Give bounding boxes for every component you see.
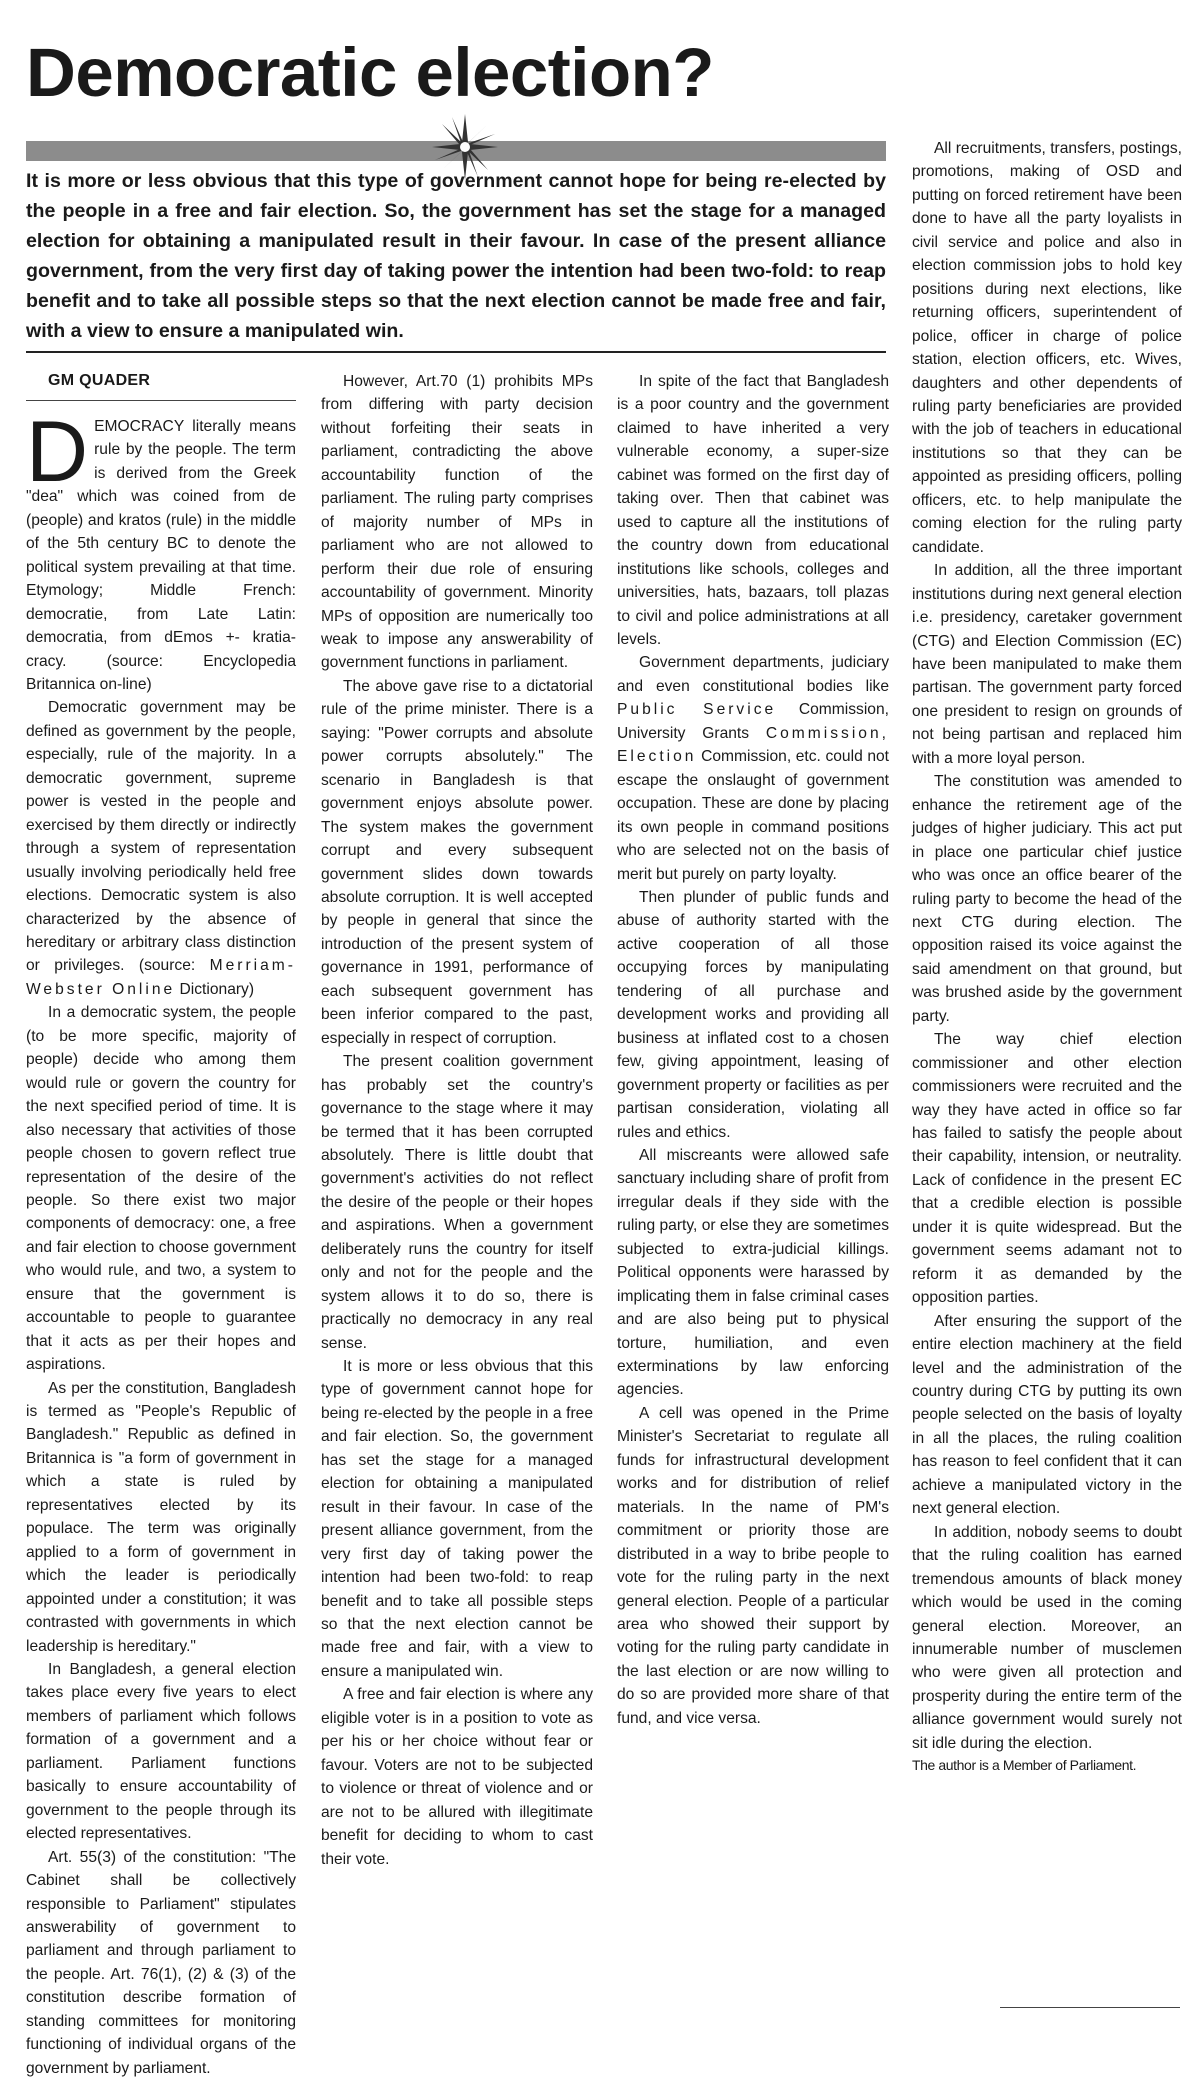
paragraph-text: EMOCRACY literally means rule by the people. The term is derived from the Greek "dea" which was coined from de (people) and kratos (rule) in the middle of the 5th century BC to denote the political system prevailing at that time. Etymology; Middle French: democratie, from Late Latin: democratia, from dEmos +- kratia-cracy. (source: Encyclopedia Britannica on-line) <box>26 418 296 693</box>
paragraph: The way chief election commissioner and other election commissioners were recruited and the way they have acted in office so far has failed to satisfy the people about their capability, intension, or neutrality. Lack of confidence in the present EC that a credible election is possible under it is quite widespread. But the government seems adamant not to reform it as demanded by the opposition parties. <box>912 1031 1182 1307</box>
bottom-rule <box>1000 2007 1180 2008</box>
byline-rule <box>26 400 296 401</box>
paragraph: Then plunder of public funds and abuse of authority started with the active cooperation of all those occupying forces by manipulating tendering of all purchase and development works and providing all business at inflated cost to a chosen few, giving appointment, leasing of government property or facilities as per partisan consideration, violating all rules and ethics. <box>617 888 889 1141</box>
column-4 <box>912 137 1182 1775</box>
paragraph: The present coalition government has probably set the country's governance to the stage where it may be termed that it has been corrupted absolutely. There is little doubt that government's activities do not reflect the desire of the people or their hopes and aspirations. When a government deliberately runs the country for itself only and not for the people and the system allows it to do so, there is practically no democracy in any real sense. <box>321 1053 593 1352</box>
paragraph-text: Commission, etc. could not escape the onslaught of government occupation. These are done by placing its own people in command positions who are selected not on the basis of merit but purely on party loyalty. <box>617 748 889 883</box>
paragraph: After ensuring the support of the entire election machinery at the field level and the administration of the country during CTG by putting its own people selected on the basis of loyalty in all the places, the ruling coalition has reason to feel confident that it can achieve a manipulated victory in the next general election. <box>912 1312 1182 1518</box>
paragraph <box>617 651 889 886</box>
drop-cap: D <box>26 404 89 500</box>
intro-deck: It is more or less obvious that this type of government cannot hope for being re-elected by the people in a free and fair election. So, the government has set the stage for a managed election for obtaining a manipulated result in their favour. In case of the present alliance government, from the very first day of taking power the intention had been two-fold: to reap benefit and to take all possible steps so that the next election cannot be made free and fair, with a view to ensure a manipulated win. <box>26 170 886 342</box>
column-1 <box>26 370 296 2080</box>
paragraph: Art. 55(3) of the constitution: "The Cabinet shall be collectively responsible to Parliament" stipulates answerability of government to parliament and through parliament to the people. Art. 76(1), (2) & (3) of the constitution describe formation of standing committees for monitoring functioning of individual organs of the government by parliament. <box>26 1848 296 2077</box>
paragraph: However, Art.70 (1) prohibits MPs from differing with party decision without forfeiting their seats in parliament, contradicting the above accountability function of the parliament. The ruling party comprises of majority number of MPs in parliament who are not allowed to perform their due role of ensuring accountability of government. Minority MPs of opposition are numerically too weak to impose any answerability of government functions in parliament. <box>321 373 593 672</box>
paragraph-text: Commission, University Grants <box>617 701 889 742</box>
body-name: Commission, Election <box>617 724 889 766</box>
paragraph <box>26 404 296 696</box>
headline: Democratic election? <box>26 34 714 111</box>
paragraph-text: Democratic government may be defined as government by the people, especially, rule of the majority. In a democratic government, supreme power is vested in the people and exercised by them directly or indirectly through a system of representation usually involving periodically held free elections. Democratic system is also characterized by the absence of hereditary or arbitrary class distinction or privileges. (source: <box>26 699 296 975</box>
paragraph: The constitution was amended to enhance the retirement age of the judges of higher judiciary. This act put in place one particular chief justice who was once an office bearer of the ruling party to become the head of the next CTG during election. The opposition raised its voice against the said amendment on that ground, but was brushed aside by the government party. <box>912 773 1182 1025</box>
paragraph: A cell was opened in the Prime Minister's Secretariat to regulate all funds for infrastructural development works and for distribution of relief materials. In the name of PM's commitment or priority those are distributed in a way to bribe people to vote for the ruling party in the next general election. People of a particular area who showed their support by voting for the ruling party candidate in the last election or are now willing to do so are provided more share of that fund, and vice versa. <box>617 1404 889 1727</box>
paragraph: As per the constitution, Bangladesh is termed as "People's Republic of Bangladesh." Republic as defined in Britannica is "a form of government in which a state is ruled by representatives elected by its populace. The term was originally applied to a form of government in which the leader is periodically appointed under a constitution; it was contrasted with governments in which leadership is hereditary." <box>26 1379 296 1655</box>
paragraph: All miscreants were allowed safe sanctuary including share of profit from irregular deals if they side with the ruling party, or else they are sometimes subjected to extra-judicial killings. Political opponents were harassed by implicating them in false criminal cases and are also being put to physical torture, humiliation, and even exterminations by law enforcing agencies. <box>617 1146 889 1399</box>
paragraph: All recruitments, transfers, postings, promotions, making of OSD and putting on forced retirement have been done to have all the party loyalists in civil service and police and also in election commission jobs to hold key positions during next elections, like returning officers, superintendent of police, officer in charge of police station, election officers, etc. Wives, daughters and other dependents of ruling party beneficiaries are provided with the job of teachers in educational institutions so that they can be appointed as presiding officers, polling officers, etc. to help manipulate the coming election for the ruling party candidate. <box>912 140 1182 556</box>
paragraph-text: Government departments, judiciary and even constitutional bodies like <box>617 654 889 695</box>
paragraph-text: Dictionary) <box>179 980 255 998</box>
paragraph: In addition, all the three important institutions during next general election i.e. presidency, caretaker government (CTG) and Election Commission (EC) have been manipulated to make them partisan. The government party forced one president to resign on grounds of not being partisan and replaced him with a more loyal person. <box>912 562 1182 767</box>
paragraph: The above gave rise to a dictatorial rule of the prime minister. There is a saying: "Power corrupts and absolute power corrupts absolutely." The scenario in Bangladesh is that government enjoys absolute power. The system makes the government corrupt and every subsequent government slides down towards absolute corruption. It is well accepted by people in general that since the introduction of the present system of governance in 1991, performance of each subsequent government has been inferior compared to the past, especially in respect of corruption. <box>321 677 593 1047</box>
intro-rule <box>26 351 886 353</box>
byline: GM QUADER <box>48 372 151 389</box>
column-3 <box>617 370 889 1730</box>
paragraph: In addition, nobody seems to doubt that the ruling coalition has earned tremendous amounts of black money which would be used in the coming general election. Moreover, an innumerable number of musclemen who were given all protection and prosperity during the entire term of the alliance government would surely not sit idle during the election. <box>912 1523 1182 1752</box>
paragraph: A free and fair election is where any eligible voter is in a position to vote as per his or her choice without fear or favour. Voters are not to be subjected to violence or threat of violence and or are not to be allured with illegitimate benefit for deciding to whom to cast their vote. <box>321 1686 593 1868</box>
paragraph <box>26 696 296 1001</box>
author-note: The author is a Member of Parliament. <box>912 1757 1137 1774</box>
source-name: Merriam-Webster Online <box>26 957 296 998</box>
paragraph: It is more or less obvious that this type of government cannot hope for being re-elected by the people in a free and fair election. So, the government has set the stage for a managed election for obtaining a manipulated result in their favour. In case of the present alliance government, from the very first day of taking power the intention had been two-fold: to reap benefit and to take all possible steps so that the next election cannot be made free and fair, with a view to ensure a manipulated win. <box>321 1358 593 1680</box>
column-2 <box>321 370 593 1871</box>
body-name: Public Service <box>617 701 777 719</box>
paragraph: In Bangladesh, a general election takes place every five years to elect members of parliament which follows formation of a government and a parliament. Parliament functions basically to ensure accountability of government to the people through its elected representatives. <box>26 1661 296 1843</box>
paragraph: In spite of the fact that Bangladesh is a poor country and the government claimed to have inherited a very vulnerable economy, a super-size cabinet was formed on the first day of taking over. Then that cabinet was used to capture all the institutions of the country down from educational institutions like schools, colleges and universities, hats, bazaars, toll plazas to civil and police administrations at all levels. <box>617 373 889 648</box>
paragraph: In a democratic system, the people (to be more specific, majority of people) decide who among them would rule or govern the country for the next specified period of time. It is also necessary that activities of those people chosen to govern reflect true representation of the desire of the people. So there exist two major components of democracy: one, a free and fair election to choose government who would rule, and two, a system to ensure that the government is accountable to people to guarantee that it acts as per their hopes and aspirations. <box>26 1004 296 1374</box>
